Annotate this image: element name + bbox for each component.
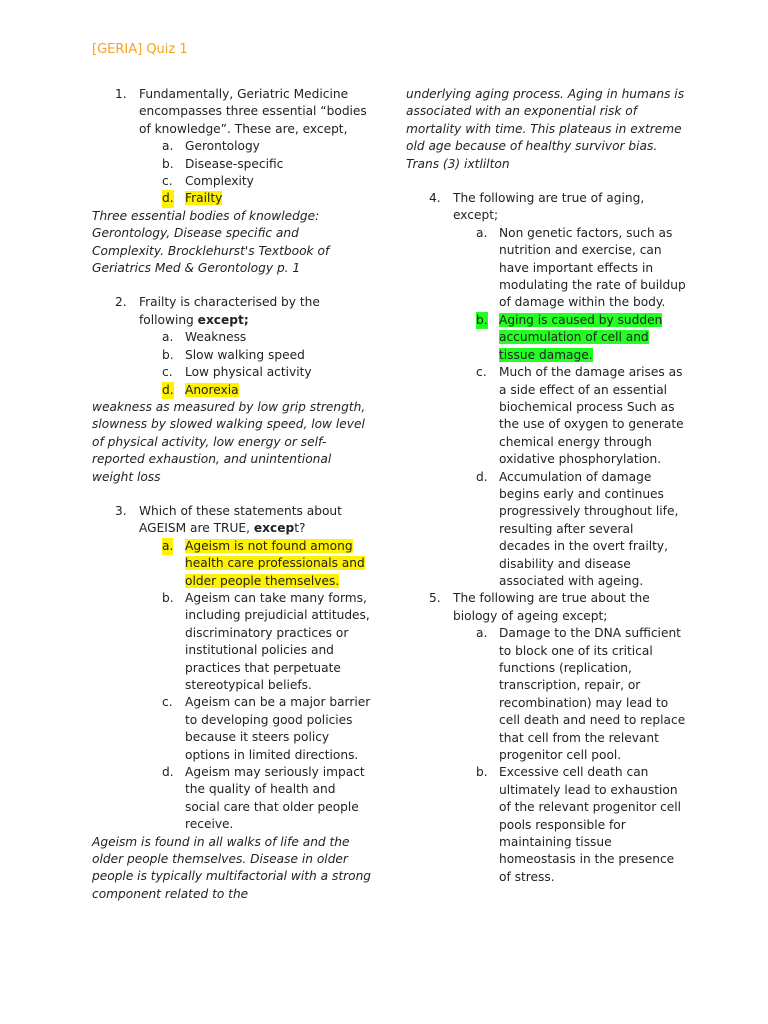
option-text: Slow walking speed (185, 347, 305, 362)
option-a (92, 138, 372, 155)
option-letter: b. (162, 156, 174, 171)
option-letter: a. (476, 225, 488, 240)
option-a (406, 625, 686, 764)
option-a (406, 225, 686, 312)
option-letter: b. (162, 590, 174, 605)
document-header: [GERIA] Quiz 1 (92, 42, 188, 57)
option-b (92, 156, 372, 173)
question-5 (406, 590, 686, 625)
option-text: Low physical activity (185, 365, 312, 380)
option-d-answer (92, 190, 372, 207)
option-text: Much of the damage arises as a side effect of an essential biochemical process Such as the use of oxygen to generate chemical energy through oxidative phosphorylation. (499, 365, 684, 467)
option-c (92, 173, 372, 190)
option-letter: d. (476, 469, 488, 484)
option-b (92, 590, 372, 694)
question-5-options (406, 625, 686, 886)
question-text: The following are true of aging, except; (453, 191, 645, 223)
option-d-answer (92, 382, 372, 399)
question-number: 5. (429, 591, 441, 606)
option-text-highlighted: Aging is caused by sudden accumulation of cell and tissue damage. (499, 312, 663, 362)
option-letter: a. (162, 330, 174, 345)
question-text-bold: excep (253, 521, 295, 536)
option-b (406, 764, 686, 886)
question-4-options (406, 225, 686, 591)
question-2 (92, 294, 372, 329)
option-letter: b. (476, 312, 488, 329)
option-letter: c. (162, 365, 173, 380)
option-letter: d. (162, 382, 174, 399)
option-letter: a. (476, 626, 488, 641)
option-text-highlighted: Anorexia (185, 382, 239, 397)
option-text: Non genetic factors, such as nutrition and exercise, can have important effects in modulating the rate of buildup of damage within the body. (499, 225, 686, 310)
question-2-explanation: weakness as measured by low grip strength, slowness by slowed walking speed, low level of physical activity, low energy or self-reported exhaustion, and unintentional weight loss (92, 399, 366, 484)
question-3-explanation-part1: Ageism is found in all walks of life and the older people themselves. Disease in older people is typically multifactorial with a strong component related to the (92, 834, 372, 901)
question-3 (92, 503, 372, 538)
option-letter: a. (162, 538, 173, 555)
question-1-options (92, 138, 372, 208)
question-4 (406, 190, 686, 225)
option-letter: c. (162, 695, 173, 710)
left-column (92, 86, 372, 903)
question-text: Frailty is characterised by the following (139, 295, 320, 327)
option-letter: d. (162, 190, 174, 207)
option-letter: b. (162, 347, 174, 362)
question-text-bold: except; (197, 312, 249, 327)
option-text-highlighted: Ageism is not found among health care professionals and older people themselves. (185, 538, 365, 588)
option-text: Complexity (185, 174, 254, 189)
option-letter: a. (162, 139, 174, 154)
question-text-end: t? (294, 521, 306, 536)
question-number: 4. (429, 191, 441, 206)
option-letter: c. (162, 174, 173, 189)
option-text: Accumulation of damage begins early and continues progressively throughout life, resulting after several decades in the overt frailty, disability and disease associated with ageing. (499, 469, 679, 588)
option-letter: b. (476, 765, 488, 780)
option-b-answer (406, 312, 686, 364)
option-text: Ageism may seriously impact the quality of health and social care that older people receive. (185, 765, 365, 832)
option-text: Excessive cell death can ultimately lead to exhaustion of the relevant progenitor cell pools responsible for maintaining tissue homeostasis in the presence of stress. (499, 765, 682, 884)
option-b (92, 347, 372, 364)
question-2-options (92, 329, 372, 399)
option-text: Gerontology (185, 139, 260, 154)
option-letter: c. (476, 365, 487, 380)
question-number: 1. (115, 87, 127, 101)
option-letter: d. (162, 765, 174, 780)
question-1 (92, 86, 372, 138)
option-d (406, 469, 686, 591)
option-text: Ageism can be a major barrier to developing good policies because it steers policy options in limited directions. (185, 695, 371, 762)
option-a-answer (92, 538, 372, 590)
question-text: The following are true about the biology of ageing except; (453, 591, 650, 623)
option-c (92, 694, 372, 764)
option-d (92, 764, 372, 834)
option-text: Ageism can take many forms, including prejudicial attitudes, discriminatory practices or institutional policies and practices that perpetuate stereotypical beliefs. (185, 590, 370, 692)
question-number: 3. (115, 503, 127, 518)
question-3-options (92, 538, 372, 834)
option-text: Disease-specific (185, 156, 284, 171)
option-c (406, 364, 686, 468)
question-number: 2. (115, 295, 127, 310)
question-3-explanation-part2: underlying aging process. Aging in humans is associated with an exponential risk of mortality with time. This plateaus in extreme old age because of healthy survivor bias. Trans (3) ixtlilton (406, 87, 685, 171)
question-text: Which of these statements about AGEISM are TRUE, (139, 503, 342, 536)
option-text: Damage to the DNA sufficient to block one of its critical functions (replication, transcription, repair, or recombination) may lead to cell death and need to replace that cell from the relevant progenitor cell pool. (499, 626, 686, 763)
right-column (406, 86, 686, 886)
option-c (92, 364, 372, 381)
question-1-explanation: Three essential bodies of knowledge: Gerontology, Disease specific and Complexity. Brocklehurst's Textbook of Geriatrics Med & Gerontology p. 1 (92, 208, 330, 276)
option-text-highlighted: Frailty (185, 191, 223, 206)
option-a (92, 329, 372, 346)
option-text: Weakness (185, 330, 247, 345)
question-text: Fundamentally, Geriatric Medicine encompasses three essential “bodies of knowledge”. These are, except, (139, 87, 367, 136)
